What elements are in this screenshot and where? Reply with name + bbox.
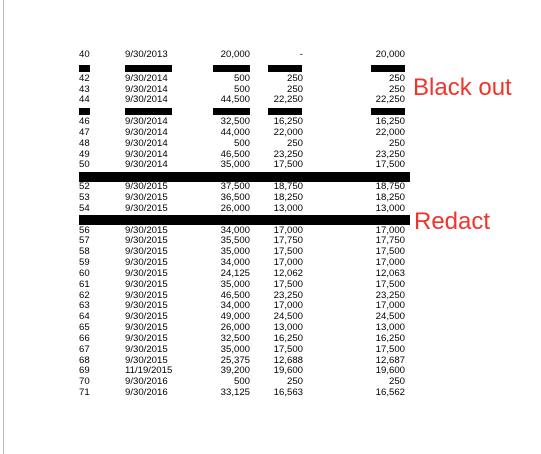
row-total: 17,000 [375,257,405,269]
row-number: 47 [79,126,90,138]
row-date: 9/30/2015 [125,289,168,301]
row-half-amount: 17,000 [273,300,303,312]
row-amount: 34,000 [220,257,250,269]
row-amount: 46,500 [220,289,250,301]
redaction-bar [79,215,410,225]
row-total: 16,250 [375,332,405,344]
row-date: 9/30/2014 [125,83,168,95]
row-amount: 32,500 [220,116,250,128]
row-amount: 39,200 [220,365,250,377]
row-total: 250 [388,72,405,84]
row-half-amount: 17,000 [273,257,303,269]
row-half-amount: 250 [286,83,303,95]
row-amount: 35,000 [220,159,250,171]
row-amount: 20,000 [220,49,250,60]
row-half-amount: 22,000 [273,126,303,138]
row-total: 250 [388,376,405,388]
row-amount: 49,000 [220,311,250,323]
row-number: 68 [79,354,90,366]
redaction-bar [371,108,405,115]
row-total: 13,000 [375,322,405,334]
row-total: 17,500 [375,159,405,171]
table-row [0,280,541,291]
row-total: 18,750 [375,181,405,193]
row-amount: 24,125 [220,267,250,279]
redaction-bar [213,65,250,72]
row-half-amount: 23,250 [273,148,303,160]
redaction-bar [213,108,250,115]
row-number: 67 [79,343,90,355]
row-total: 17,500 [375,278,405,290]
table-row [0,345,541,356]
row-total: 17,750 [375,235,405,247]
row-date: 9/30/2013 [125,49,168,60]
row-total: 18,250 [375,191,405,203]
row-half-amount: 13,000 [273,202,303,214]
row-total: 250 [388,83,405,95]
row-number: 43 [79,83,90,95]
redaction-bar [79,65,90,72]
row-date: 9/30/2014 [125,159,168,171]
row-date: 9/30/2015 [125,343,168,355]
row-date: 9/30/2015 [125,278,168,290]
row-half-amount: 250 [286,376,303,388]
row-half-amount: 16,250 [273,116,303,128]
row-number: 42 [79,72,90,84]
row-number: 46 [79,116,90,128]
table-row [0,160,541,171]
row-amount: 35,000 [220,246,250,258]
row-number: 65 [79,322,90,334]
row-number: 53 [79,191,90,203]
row-amount: 34,000 [220,224,250,236]
row-total: 22,000 [375,126,405,138]
row-number: 59 [79,257,90,269]
row-number: 66 [79,332,90,344]
row-half-amount: 17,500 [273,246,303,258]
row-amount: 35,500 [220,235,250,247]
row-total: 13,000 [375,202,405,214]
row-date: 9/30/2014 [125,116,168,128]
row-date: 9/30/2014 [125,126,168,138]
row-amount: 36,500 [220,191,250,203]
redaction-bar [79,108,90,115]
row-total: 16,250 [375,116,405,128]
row-date: 9/30/2014 [125,137,168,149]
row-date: 9/30/2015 [125,257,168,269]
row-half-amount: 16,563 [273,387,303,399]
row-half-amount: 18,250 [273,191,303,203]
row-amount: 44,500 [220,94,250,106]
redaction-bar [125,65,172,72]
row-number: 56 [79,224,90,236]
row-half-amount: - [299,49,303,60]
row-half-amount: 24,500 [273,311,303,323]
row-half-amount: 19,600 [273,365,303,377]
row-amount: 32,500 [220,332,250,344]
table-row [0,388,541,399]
row-total: 24,500 [375,311,405,323]
row-number: 50 [79,159,90,171]
row-total: 23,250 [375,289,405,301]
row-number: 52 [79,181,90,193]
row-number: 48 [79,137,90,149]
row-amount: 33,125 [220,387,250,399]
row-amount: 26,000 [220,202,250,214]
row-amount: 500 [233,72,250,84]
row-half-amount: 23,250 [273,289,303,301]
row-number: 49 [79,148,90,160]
row-number: 70 [79,376,90,388]
row-total: 22,250 [375,94,405,106]
table-row [0,50,541,61]
row-number: 61 [79,278,90,290]
black-out-annotation: Black out [413,74,512,101]
row-half-amount: 17,500 [273,343,303,355]
redaction-bar [371,65,405,72]
redact-annotation: Redact [414,208,491,235]
row-total: 17,000 [375,300,405,312]
row-amount: 35,000 [220,278,250,290]
table-row [0,139,541,150]
row-total: 20,000 [375,49,405,60]
row-date: 9/30/2016 [125,387,168,399]
row-half-amount: 17,500 [273,278,303,290]
row-half-amount: 250 [286,137,303,149]
row-date: 9/30/2015 [125,246,168,258]
row-number: 58 [79,246,90,258]
row-total: 19,600 [375,365,405,377]
row-date: 9/30/2015 [125,191,168,203]
row-date: 9/30/2015 [125,354,168,366]
row-date: 9/30/2014 [125,94,168,106]
row-number: 40 [79,49,90,60]
row-number: 44 [79,94,90,106]
row-date: 11/19/2015 [125,365,173,377]
row-number: 69 [79,365,90,377]
row-half-amount: 18,750 [273,181,303,193]
row-amount: 34,000 [220,300,250,312]
row-total: 17,500 [375,246,405,258]
row-date: 9/30/2015 [125,311,168,323]
redaction-bar [268,65,302,72]
row-number: 62 [79,289,90,301]
row-date: 9/30/2015 [125,267,168,279]
row-half-amount: 17,000 [273,224,303,236]
row-half-amount: 12,062 [273,267,303,279]
row-amount: 26,000 [220,322,250,334]
row-amount: 500 [233,83,250,95]
row-amount: 500 [233,137,250,149]
row-amount: 500 [233,376,250,388]
row-total: 12,687 [375,354,405,366]
row-number: 57 [79,235,90,247]
row-half-amount: 17,500 [273,159,303,171]
row-total: 250 [388,137,405,149]
row-half-amount: 12,688 [273,354,303,366]
row-amount: 35,000 [220,343,250,355]
row-total: 12,063 [375,267,405,279]
row-date: 9/30/2015 [125,224,168,236]
row-half-amount: 17,750 [273,235,303,247]
row-date: 9/30/2015 [125,181,168,193]
row-number: 64 [79,311,90,323]
row-total: 17,000 [375,224,405,236]
row-amount: 44,000 [220,126,250,138]
row-date: 9/30/2014 [125,72,168,84]
row-total: 16,562 [375,387,405,399]
row-half-amount: 22,250 [273,94,303,106]
row-date: 9/30/2014 [125,148,168,160]
redaction-bar [268,108,302,115]
row-number: 71 [79,387,90,399]
row-number: 54 [79,202,90,214]
row-number: 63 [79,300,90,312]
row-half-amount: 13,000 [273,322,303,334]
row-number: 60 [79,267,90,279]
row-half-amount: 250 [286,72,303,84]
row-date: 9/30/2015 [125,202,168,214]
redaction-bar [125,108,172,115]
row-total: 17,500 [375,343,405,355]
row-date: 9/30/2015 [125,332,168,344]
row-date: 9/30/2015 [125,322,168,334]
row-amount: 37,500 [220,181,250,193]
row-date: 9/30/2015 [125,300,168,312]
row-amount: 25,375 [220,354,250,366]
row-amount: 46,500 [220,148,250,160]
row-total: 23,250 [375,148,405,160]
row-date: 9/30/2015 [125,235,168,247]
row-date: 9/30/2016 [125,376,168,388]
row-half-amount: 16,250 [273,332,303,344]
